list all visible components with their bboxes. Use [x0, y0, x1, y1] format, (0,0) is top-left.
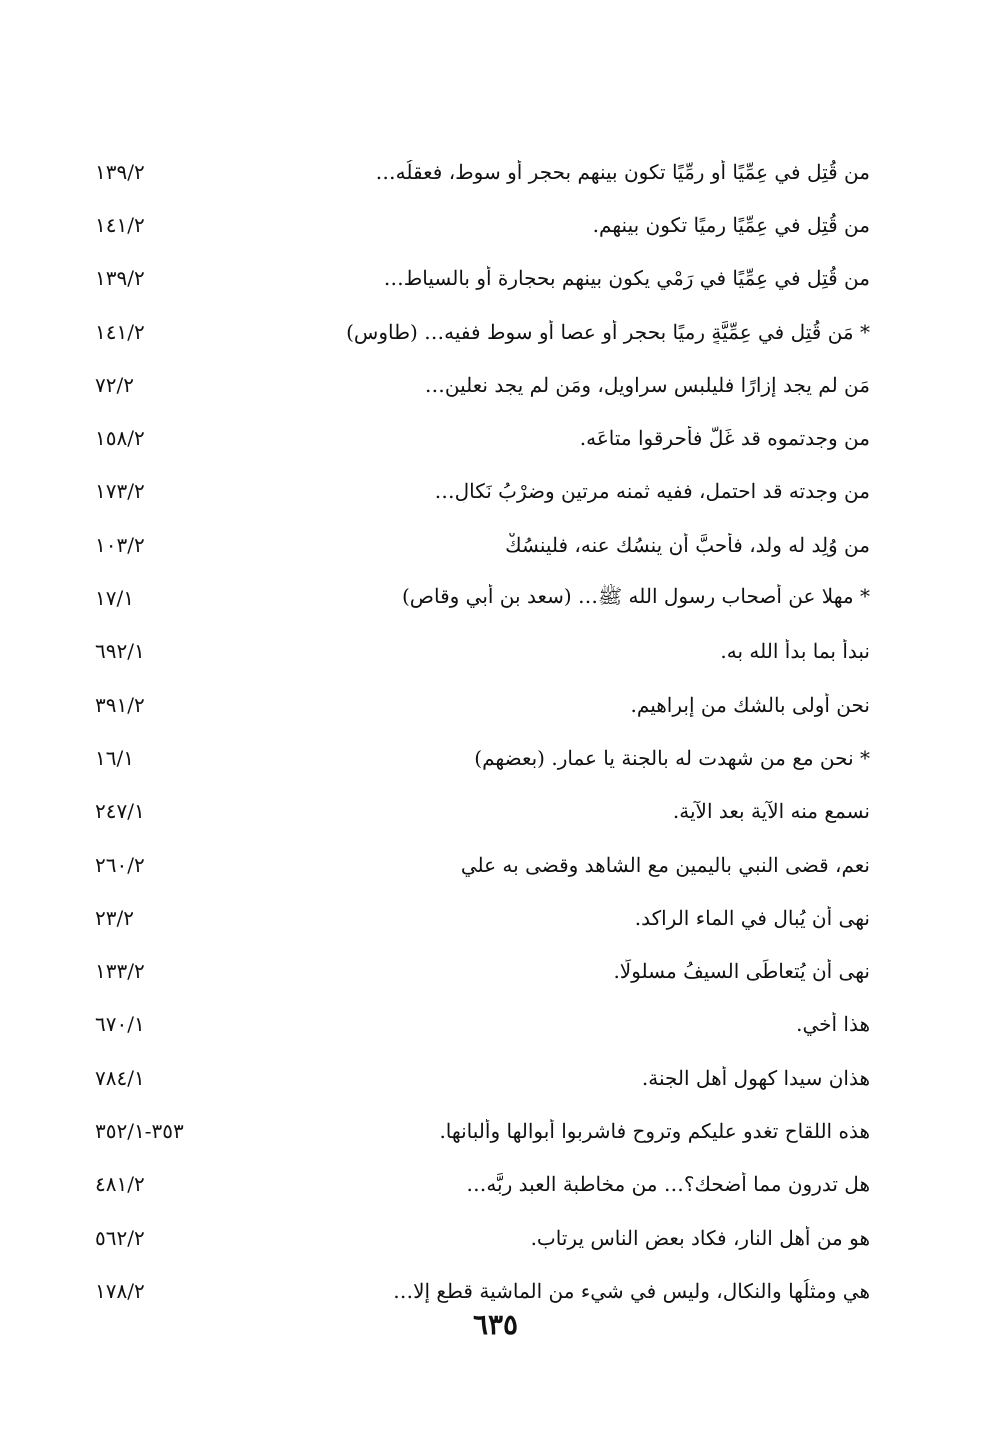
entry-text: نهى أن يُبال في الماء الراكد. — [634, 905, 870, 930]
index-entry — [95, 145, 870, 198]
hadith-index-list — [95, 145, 870, 1318]
entry-text: هي ومثلُها والنكال، وليس في شيء من الماشية قطع إلا… — [393, 1278, 870, 1303]
entry-reference: ١٤١/٢ — [95, 319, 145, 344]
entry-reference: ١٥٨/٢ — [95, 426, 145, 451]
entry-reference: ٤٨١/٢ — [95, 1172, 145, 1197]
index-entry — [95, 1158, 870, 1211]
entry-reference: ٣٩١/٢ — [95, 692, 145, 717]
entry-text: هذان سيدا كهول أهل الجنة. — [641, 1065, 870, 1090]
entry-reference: ١٧/١ — [95, 586, 134, 611]
entry-text: نسمع منه الآية بعد الآية. — [672, 799, 870, 824]
entry-text: هل تدرون مما أضحك؟… من مخاطبة العبد ربَّه… — [466, 1172, 870, 1197]
entry-text: نبدأ بما بدأ الله به. — [720, 639, 870, 664]
index-entry — [95, 625, 870, 678]
entry-text: من قُتِل في عِمِّيًا أو رِمِّيًا تكون بينهم بحجر أو سوط، فعقلُه… — [375, 159, 870, 184]
page-number: ٦٣٥ — [472, 1308, 519, 1341]
entry-reference: ١٣٩/٢ — [95, 266, 145, 291]
entry-reference: ٣٥٣-٣٥٢/١ — [95, 1118, 184, 1143]
entry-text: * مهلا عن أصحاب رسول الله ﷺ… (سعد بن أبي وقاص) — [402, 583, 870, 608]
index-entry — [95, 571, 870, 624]
entry-reference: ٦٧٠/١ — [95, 1012, 145, 1037]
entry-text: من قُتِل في عِمِّيًا رميًا تكون بينهم. — [592, 212, 870, 237]
entry-reference: ١٣٣/٢ — [95, 959, 145, 984]
entry-text: هذه اللقاح تغدو عليكم وتروح فاشربوا أبوالها وألبانها. — [439, 1118, 870, 1143]
entry-reference: ٢٣/٢ — [95, 905, 134, 930]
entry-reference: ٥٦٢/٢ — [95, 1225, 145, 1250]
index-entry — [95, 411, 870, 464]
entry-text: نهى أن يُتعاطَى السيفُ مسلولًا. — [613, 959, 870, 984]
index-entry — [95, 944, 870, 997]
index-entry — [95, 891, 870, 944]
index-entry — [95, 1051, 870, 1104]
entry-reference: ١٣٩/٢ — [95, 159, 145, 184]
entry-reference: ٧٢/٢ — [95, 372, 134, 397]
entry-text: * مَن قُتِل في عِمِّيَّةٍ رميًا بحجر أو عصا أو سوط ففيه… (طاوس) — [346, 319, 870, 344]
index-entry — [95, 358, 870, 411]
entry-text: نحن أولى بالشك من إبراهيم. — [630, 692, 870, 717]
entry-text: من وجدتموه قد غَلَّ فأحرِقوا متاعَه. — [579, 426, 870, 451]
index-entry — [95, 198, 870, 251]
entry-reference: ١٤١/٢ — [95, 212, 145, 237]
index-entry — [95, 998, 870, 1051]
index-entry — [95, 1104, 870, 1157]
entry-text: هو من أهل النار، فكاد بعض الناس يرتاب. — [530, 1225, 870, 1250]
entry-text: من وجدته قد احتمل، ففيه ثمنه مرتين وضرْبُ نَكالٍ… — [434, 479, 870, 504]
entry-reference: ٢٦٠/٢ — [95, 852, 145, 877]
index-entry — [95, 252, 870, 305]
entry-reference: ٢٤٧/١ — [95, 799, 145, 824]
entry-text: هذا أخي. — [796, 1012, 870, 1037]
index-entry — [95, 1211, 870, 1264]
entry-reference: ١٠٣/٢ — [95, 532, 145, 557]
index-entry — [95, 838, 870, 891]
entry-text: مَن لم يجد إزارًا فليلبس سراويل، ومَن لم يجد نعلين… — [424, 372, 870, 397]
entry-text: من قُتِل في عِمِّيًا في رَمْيٍ يكون بينهم بحجارة أو بالسياط… — [383, 266, 870, 291]
index-entry — [95, 305, 870, 358]
entry-reference: ٦٩٢/١ — [95, 639, 145, 664]
index-entry — [95, 465, 870, 518]
entry-reference: ١٧٨/٢ — [95, 1278, 145, 1303]
index-entry — [95, 518, 870, 571]
index-entry — [95, 785, 870, 838]
entry-text: من وُلِد له ولد، فأحبَّ أن ينسُك عنه، فلينسُكْ — [505, 532, 870, 557]
index-entry — [95, 678, 870, 731]
entry-text: نعم، قضى النبي باليمين مع الشاهد وقضى به علي — [460, 852, 870, 877]
entry-reference: ٧٨٤/١ — [95, 1065, 145, 1090]
entry-reference: ١٧٣/٢ — [95, 479, 145, 504]
index-entry — [95, 731, 870, 784]
entry-reference: ١٦/١ — [95, 745, 134, 770]
entry-text: * نحن مع من شهدت له بالجنة يا عمار. (بعضهم) — [474, 745, 870, 770]
